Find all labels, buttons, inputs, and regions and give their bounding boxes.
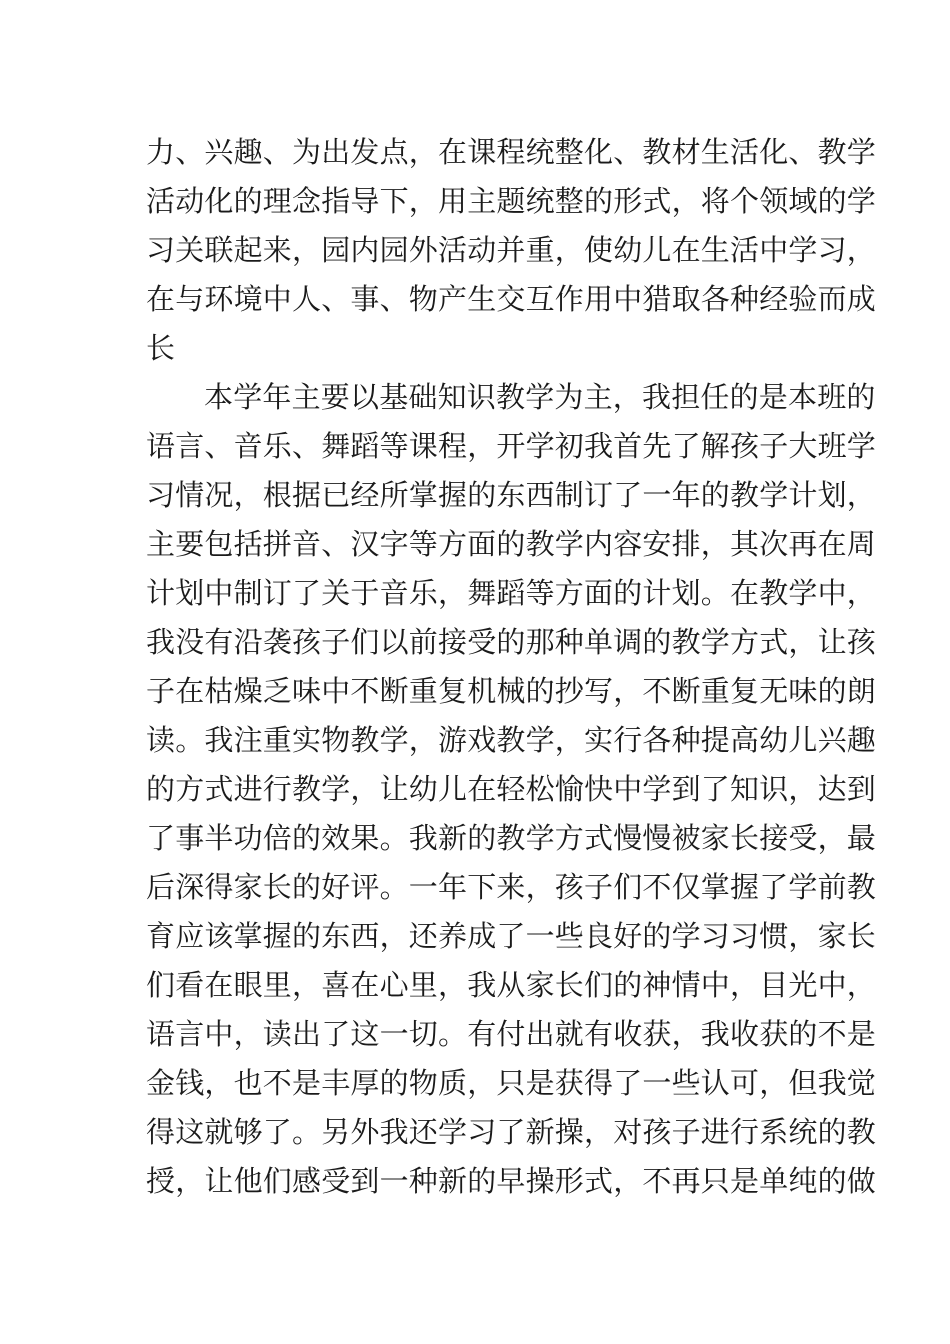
text-line: 习情况，根据已经所掌握的东西制订了一年的教学计划， xyxy=(146,478,877,512)
text-line: 们看在眼里，喜在心里，我从家长们的神情中，目光中， xyxy=(146,968,877,1002)
text-line: 我没有沿袭孩子们以前接受的那种单调的教学方式，让孩 xyxy=(146,625,877,659)
text-line: 了事半功倍的效果。我新的教学方式慢慢被家长接受，最 xyxy=(146,821,877,855)
text-line: 金钱，也不是丰厚的物质，只是获得了一些认可，但我觉 xyxy=(146,1066,877,1100)
text-line: 习关联起来，园内园外活动并重，使幼儿在生活中学习， xyxy=(146,233,877,267)
text-line: 读。我注重实物教学，游戏教学，实行各种提高幼儿兴趣 xyxy=(146,723,877,757)
text-line: 语言、音乐、舞蹈等课程，开学初我首先了解孩子大班学 xyxy=(146,429,877,463)
text-line: 授，让他们感受到一种新的早操形式，不再只是单纯的做 xyxy=(146,1164,877,1198)
text-line: 育应该掌握的东西，还养成了一些良好的学习习惯，家长 xyxy=(146,919,877,953)
text-line: 长 xyxy=(146,331,176,365)
text-line: 主要包括拼音、汉字等方面的教学内容安排，其次再在周 xyxy=(146,527,877,561)
body-text xyxy=(146,128,877,1206)
text-line: 得这就够了。另外我还学习了新操，对孩子进行系统的教 xyxy=(146,1115,877,1149)
text-line: 子在枯燥乏味中不断重复机械的抄写，不断重复无味的朗 xyxy=(146,674,877,708)
text-line: 活动化的理念指导下，用主题统整的形式，将个领域的学 xyxy=(146,184,877,218)
paragraph-first-line: 本学年主要以基础知识教学为主，我担任的是本班的 xyxy=(204,380,876,414)
text-line: 力、兴趣、为出发点，在课程统整化、教材生活化、教学 xyxy=(146,135,877,169)
text-line: 计划中制订了关于音乐，舞蹈等方面的计划。在教学中， xyxy=(146,576,877,610)
text-line: 在与环境中人、事、物产生交互作用中猎取各种经验而成 xyxy=(146,282,877,316)
text-line: 后深得家长的好评。一年下来，孩子们不仅掌握了学前教 xyxy=(146,870,877,904)
text-line: 语言中，读出了这一切。有付出就有收获，我收获的不是 xyxy=(146,1017,877,1051)
text-line: 的方式进行教学，让幼儿在轻松愉快中学到了知识，达到 xyxy=(146,772,877,806)
